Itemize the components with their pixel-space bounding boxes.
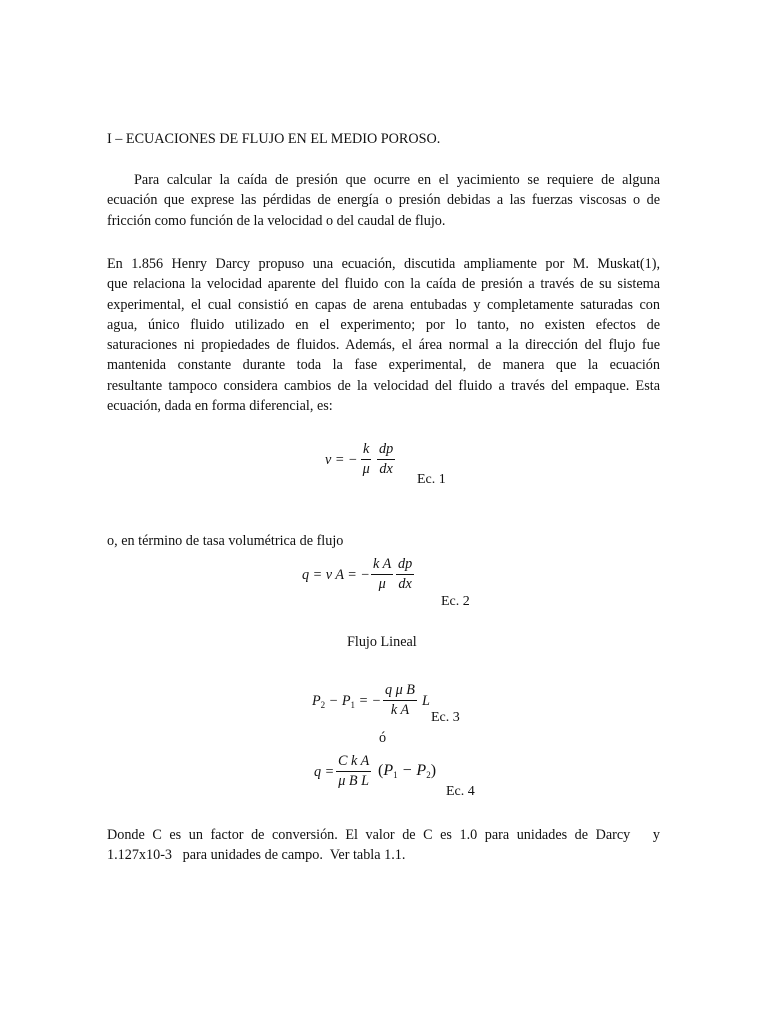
eq2-label: Ec. 2 — [441, 594, 470, 609]
eq1-lhs: v = − — [325, 452, 358, 468]
eq3-lhs: $P_2 - P_1$ = − — [312, 693, 382, 710]
eq2-fraction-kA-mu: $\frac{\text{k A}}{\mu}$ — [373, 556, 392, 592]
section-heading: I – ECUACIONES DE FLUJO EN EL MEDIO POROSO. — [107, 131, 441, 147]
paragraph-line: Donde C es un factor de conversión. El valor de C es 1.0 para unidades de Darcy y — [107, 827, 660, 843]
eq3-label: Ec. 3 — [431, 710, 460, 725]
linear-flow-subheading: Flujo Lineal — [347, 634, 417, 650]
paragraph-line: saturaciones ni propiedades de fluidos. Además, el área normal a la dirección del flujo fue — [107, 337, 660, 354]
paragraph-line: 1.127x10-3 para unidades de campo. Ver tabla 1.1. — [107, 847, 406, 864]
paragraph-line: ecuación, dada en forma diferencial, es: — [107, 398, 333, 415]
eq4-fraction: $\frac{\text{C k A}}{\text{μ B L}}$ — [338, 753, 370, 789]
paragraph-line: agua, único fluido utilizado en el experimento; por lo tanto, no existen efectos de — [107, 316, 660, 333]
eq3-fraction: $\frac{\text{q μ B}}{\text{k A}}$ — [385, 682, 415, 718]
eq4-label: Ec. 4 — [446, 784, 475, 799]
paragraph-line: experimental, el cual consistió en capas de arena entubadas y completamente saturadas con — [107, 296, 660, 313]
paragraph-line: que relaciona la velocidad aparente del fluido con la caída de presión a través de su sistema — [107, 276, 660, 293]
or-connector: ó — [379, 730, 387, 746]
paragraph-line: En 1.856 Henry Darcy propuso una ecuación, discutida ampliamente por M. Muskat(1), — [107, 256, 660, 272]
paragraph-line: fricción como función de la velocidad o del caudal de flujo. — [107, 212, 446, 229]
eq2-fraction-dp-dx: $\frac{dp}{dx}$ — [398, 556, 413, 592]
paragraph-line: mantenida constante durante toda la fase experimental, de manera que la ecuación — [107, 357, 660, 374]
eq4-rhs: $(P_1 - P_2)$ — [378, 762, 437, 780]
paragraph-line: Para calcular la caída de presión que ocurre en el yacimiento se requiere de alguna — [134, 172, 660, 188]
eq1-fraction-dp-dx: $\frac{dp}{dx}$ — [379, 441, 394, 477]
eq1-fraction-k-mu: $\frac{k}{\mu}$ — [362, 441, 370, 477]
darcy-paragraph — [107, 254, 660, 416]
paragraph-line: resultante tampoco considera cambios de la velocidad del fluido a través del empaque. Esta — [107, 377, 660, 394]
eq3-rhs-L: L — [422, 693, 430, 709]
eq1-label: Ec. 1 — [417, 472, 446, 487]
paragraph-line: ecuación que exprese las pérdidas de energía o presión debidas a las fuerzas viscosas o de — [107, 192, 660, 209]
volumetric-rate-text: o, en término de tasa volumétrica de flujo — [107, 533, 344, 549]
conversion-factor-paragraph — [107, 825, 660, 866]
intro-paragraph — [107, 170, 660, 231]
eq2-lhs: q = v A = − — [302, 567, 370, 583]
eq4-lhs: q = — [314, 764, 335, 780]
